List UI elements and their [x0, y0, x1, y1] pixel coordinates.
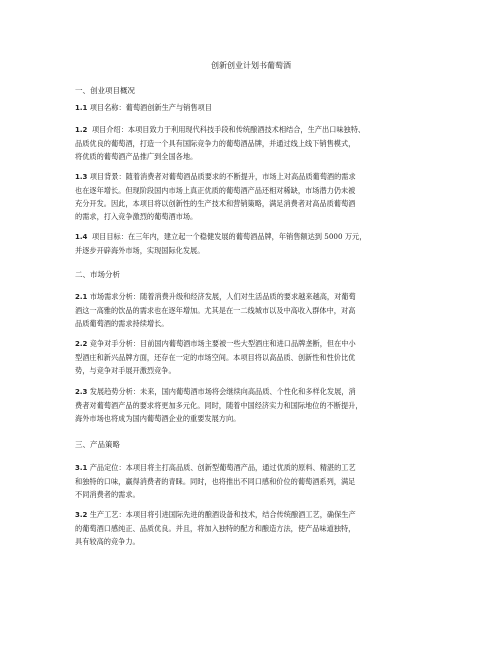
- paragraph-line: 的葡萄酒口感纯正、品质优良。并且，将加入独特的配方和酿造方法，使产品味道独特，: [75, 524, 356, 533]
- paragraph-line: 和独特的口味，赢得消费者的青睐。同时，也将推出不同口感和价位的葡萄酒系列，满足: [75, 477, 356, 486]
- paragraph-line: 也在逐年增长。但现阶段国内市场上真正优质的葡萄酒产品还相对稀缺，市场潜力仍未被: [75, 186, 356, 195]
- paragraph-2-1: [75, 290, 435, 330]
- paragraph-line: 项目介绍：本项目致力于利用现代科技手段和传统酿酒技术相结合，生产出口味独特、: [91, 125, 366, 134]
- paragraph-line: 势，与竞争对手展开激烈竞争。: [75, 366, 176, 375]
- paragraph-1-4: [75, 230, 435, 257]
- section-heading-1: 一、创业项目概况: [75, 86, 135, 95]
- paragraph-line: 的需求，打入竞争激烈的葡萄酒市场。: [75, 212, 198, 221]
- section-heading-2: 二、市场分析: [75, 270, 120, 279]
- paragraph-1-2: [75, 123, 435, 163]
- paragraph-3-1: [75, 461, 435, 501]
- paragraph-line: 市场需求分析：随着消费升级和经济发展，人们对生活品质的要求越来越高，对葡萄: [89, 292, 356, 301]
- paragraph-line: 型酒庄和新兴品牌方面，还存在一定的市场空间。本项目将以高品质、创新性和性价比优: [75, 353, 356, 362]
- paragraph-number: 2.3: [75, 388, 88, 396]
- paragraph-line: 不同消费者的需求。: [75, 490, 140, 499]
- paragraph-line: 竞争对手分析：目前国内葡萄酒市场主要被一些大型酒庄和进口品牌垄断，但在中小: [89, 339, 356, 348]
- paragraph-line: 项目背景：随着消费者对葡萄酒品质要求的不断提升，市场上对高品质葡萄酒的需求: [89, 172, 356, 181]
- paragraph-number: 2.1: [75, 293, 88, 301]
- paragraph-3-2: [75, 508, 435, 548]
- paragraph-number: 1.3: [75, 173, 88, 181]
- paragraph-line: 项目名称：葡萄酒创新生产与销售项目: [89, 103, 212, 112]
- paragraph-line: 品质优良的葡萄酒，打造一个具有国际竞争力的葡萄酒品牌，并通过线上线下销售模式，: [75, 139, 356, 148]
- paragraph-number: 3.1: [75, 464, 88, 472]
- paragraph-line: 海外市场也将成为国内葡萄酒企业的重要发展方向。: [75, 414, 241, 423]
- paragraph-line: 产品定位：本项目将主打高品质、创新型葡萄酒产品，通过优质的原料、精湛的工艺: [89, 463, 356, 472]
- paragraph-line: 并逐步开辟海外市场，实现国际化发展。: [75, 246, 205, 255]
- paragraph-line: 项目目标：在三年内，建立起一个稳健发展的葡萄酒品牌，年销售额达到 5000 万元，: [91, 232, 367, 241]
- section-heading-3: 三、产品策略: [75, 440, 120, 449]
- paragraph-number: 1.2: [75, 126, 88, 134]
- paragraph-2-3: [75, 385, 435, 425]
- paragraph-line: 酒这一高雅的饮品的需求也在逐年增加。尤其是在一二线城市以及中高收入群体中，对高: [75, 306, 356, 315]
- paragraph-line: 生产工艺：本项目将引进国际先进的酿酒设备和技术，结合传统酿酒工艺，确保生产: [89, 510, 356, 519]
- paragraph-line: 费者对葡萄酒产品的要求将更加多元化。同时，随着中国经济实力和国际地位的不断提升，: [75, 401, 363, 410]
- paragraph-1-3: [75, 170, 435, 223]
- paragraph-line: 充分开发。因此，本项目将以创新性的生产技术和营销策略，满足消费者对高品质葡萄酒: [75, 199, 356, 208]
- paragraph-line: 具有较高的竞争力。: [75, 537, 140, 546]
- paragraph-line: 将优质的葡萄酒产品推广到全国各地。: [75, 152, 198, 161]
- paragraph-number: 1.4: [75, 233, 88, 241]
- paragraph-number: 2.2: [75, 340, 88, 348]
- paragraph-line: 发展趋势分析：未来，国内葡萄酒市场将会继续向高品质、个性化和多样化发展，消: [89, 387, 356, 396]
- paragraph-1-1: [75, 101, 435, 115]
- paragraph-line: 品质葡萄酒的需求持续增长。: [75, 319, 169, 328]
- paragraph-number: 1.1: [75, 104, 88, 112]
- paragraph-number: 3.2: [75, 511, 88, 519]
- document-title: 创新创业计划书葡萄酒: [211, 61, 291, 70]
- paragraph-2-2: [75, 337, 435, 377]
